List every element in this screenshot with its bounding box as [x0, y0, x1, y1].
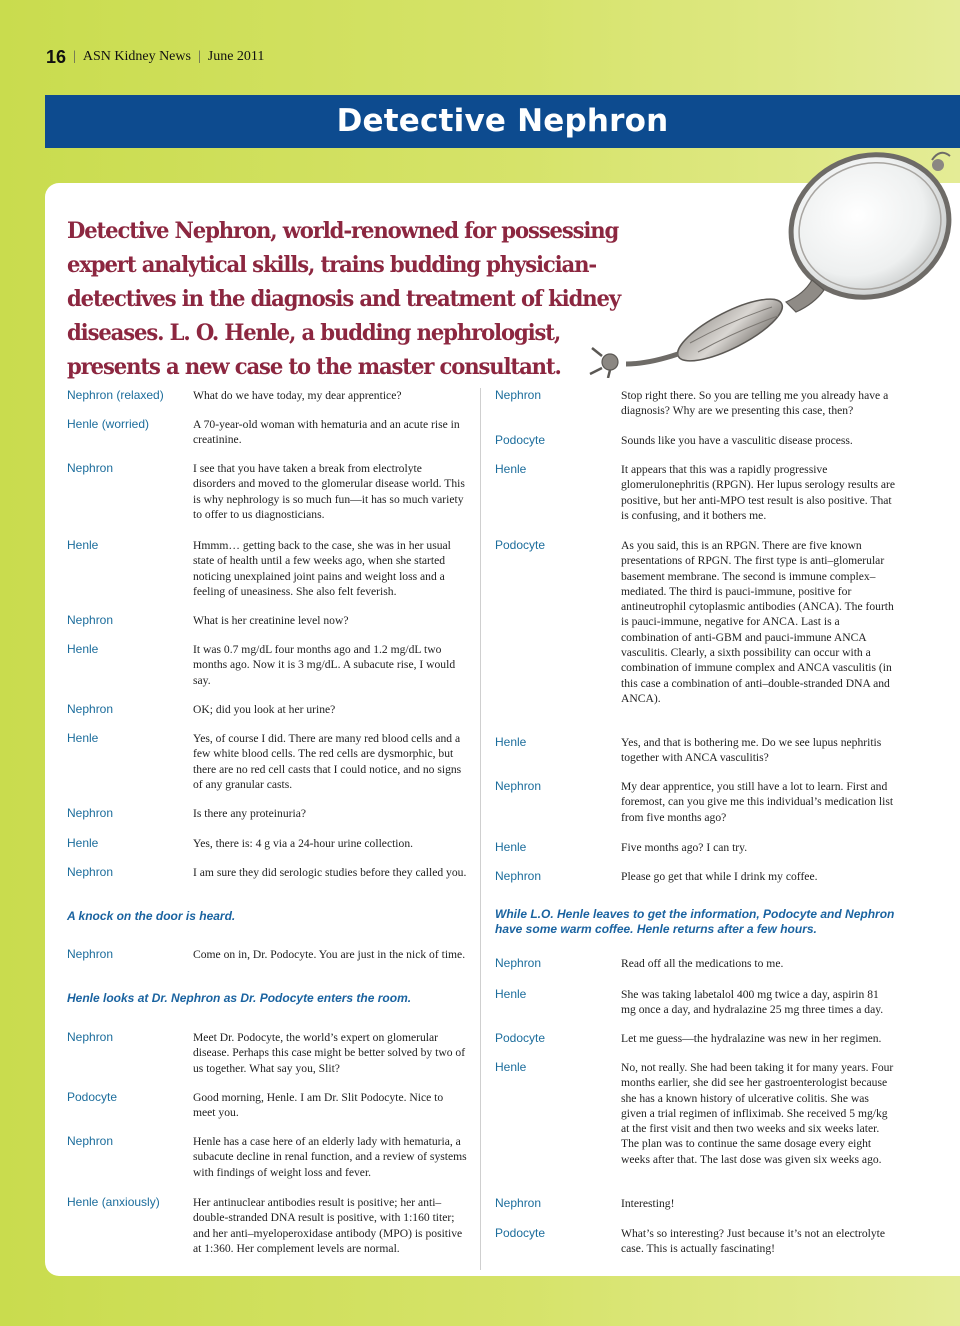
dialogue-text: OK; did you look at her urine?: [193, 703, 336, 716]
speaker-name: Podocyte: [495, 1226, 546, 1240]
speaker-name: Podocyte: [67, 1090, 118, 1104]
dialogue-text: Let me guess—the hydralazine was new in her regimen.: [621, 1032, 882, 1045]
dialogue-text: As you said, this is an RPGN. There are five known presentations of RPGN. The first type is anti–glomerular basement membrane. The second is immune complex–mediated. The third is pauci-immune, positive for antineutrophil cytoplasmic antibodies (ANCA). The fourth is pauci-immune, negative for ANCA. Last is a combination of anti-GBM and pauci-immune ANCA vasculitis. Clearly, a sixth possibility can occur with a combination of immune complex and ANCA vasculitis (in this case a combination of anti–double-stranded DNA and ANCA).: [621, 539, 894, 705]
speaker-name: Henle: [67, 538, 99, 552]
speaker-name: Henle: [67, 836, 99, 850]
speaker-name: Nephron: [67, 1134, 114, 1148]
page-header: [46, 46, 264, 68]
intro-paragraph: Detective Nephron, world-renowned for possessing expert analytical skills, trains budding physician-detectives in the diagnosis and treatment of kidney diseases. L. O. Henle, a budding nephrologist, presents a new case to the master consultant.: [67, 218, 620, 380]
speaker-name: Henle: [67, 642, 99, 656]
dialogue-text: Five months ago? I can try.: [621, 841, 748, 854]
dialogue-text: Stop right there. So you are telling me you already have a diagnosis? Why are we presenting this case, then?: [621, 389, 889, 418]
dialogue-text: Hmmm… getting back to the case, she was in her usual state of health until a few weeks ago, when she started noticing unexplained joint pains and weight loss and a feeling of uneasiness. She also felt feverish.: [193, 539, 451, 598]
header-separator: |: [73, 49, 76, 64]
magnifying-glass-illustration: [580, 138, 960, 378]
column-divider: [480, 388, 481, 1270]
dialogue-text: It appears that this was a rapidly progressive glomerulonephritis (RPGN). Her lupus serology results are positive, but her anti-MPO test result is also positive. That is confusing, and it bothers me.: [621, 463, 896, 522]
speaker-name: Nephron: [495, 1196, 542, 1210]
speaker-name: Henle: [495, 1060, 527, 1074]
speaker-name: Nephron: [67, 806, 114, 820]
speaker-name: Henle (worried): [67, 417, 150, 431]
dialogue-text: Please go get that while I drink my coffee.: [621, 870, 818, 883]
speaker-name: Nephron: [67, 613, 114, 627]
dialogue-text: A 70-year-old woman with hematuria and an acute rise in creatinine.: [193, 418, 460, 447]
speaker-name: Henle: [495, 462, 527, 476]
stage-direction: Henle looks at Dr. Nephron as Dr. Podocyte enters the room.: [67, 991, 412, 1005]
dialogue-text: What’s so interesting? Just because it’s not an electrolyte case. This is actually fascinating!: [621, 1227, 886, 1256]
speaker-name: Nephron: [495, 956, 542, 970]
speaker-name: Henle: [495, 735, 527, 749]
publication-name: ASN Kidney News: [82, 49, 191, 64]
page-number: 16: [46, 46, 67, 67]
issue-date: June 2011: [207, 49, 265, 64]
dialogue-text: I am sure they did serologic studies before they called you.: [193, 866, 467, 879]
speaker-name: Nephron (relaxed): [67, 388, 164, 402]
speaker-name: Nephron: [67, 947, 114, 961]
speaker-name: Podocyte: [495, 1031, 546, 1045]
section-banner: Detective Nephron: [45, 95, 960, 148]
speaker-name: Podocyte: [495, 538, 546, 552]
dialogue-text: No, not really. She had been taking it for many years. Four months earlier, she did see her gastroenterologist because she has a known history of ulcerative colitis. She was given a trial regimen of infliximab. She received 5 mg/kg at the first visit and then two weeks and six weeks later. The plan was to continue the same dosage every eight weeks after that. The last dose was given six weeks ago.: [621, 1061, 894, 1166]
dialogue-text: Henle has a case here of an elderly lady with hematuria, a subacute decline in renal function, and a review of systems with findings of weight loss and fever.: [193, 1135, 467, 1179]
stage-direction: While L.O. Henle leaves to get the information, Podocyte and Nephron have some warm coffee. Henle returns after a few hours.: [495, 907, 895, 937]
header-separator: |: [197, 49, 201, 64]
speaker-name: Nephron: [495, 869, 542, 883]
speaker-name: Henle: [495, 987, 527, 1001]
dialogue-text: Good morning, Henle. I am Dr. Slit Podocyte. Nice to meet you.: [193, 1091, 444, 1120]
speaker-name: Nephron: [495, 388, 542, 402]
dialogue-text: Is there any proteinuria?: [193, 807, 306, 820]
dialogue-text: What is her creatinine level now?: [193, 614, 349, 627]
speaker-name: Nephron: [67, 461, 114, 475]
dialogue-text: It was 0.7 mg/dL four months ago and 1.2 mg/dL two months ago. Now it is 3 mg/dL. A subacute rise, I would say.: [193, 643, 456, 687]
dialogue-text: What do we have today, my dear apprentice?: [193, 389, 402, 402]
speaker-name: Nephron: [495, 779, 542, 793]
speaker-name: Nephron: [67, 1030, 114, 1044]
dialogue-text: Meet Dr. Podocyte, the world’s expert on glomerular disease. Perhaps this case might be better solved by two of us together. What say you, Slit?: [193, 1031, 466, 1075]
dialogue-text: Her antinuclear antibodies result is positive; her anti–double-stranded DNA result is positive, with 1:160 titer; and her anti–myeloperoxidase antibody (MPO) is positive at 1:360. Her complement levels are normal.: [193, 1196, 463, 1255]
stage-direction: A knock on the door is heard.: [67, 909, 236, 923]
speaker-name: Nephron: [67, 702, 114, 716]
dialogue-text: I see that you have taken a break from electrolyte disorders and moved to the glomerular disease world. This is why nephrology is so much fun—it has so much variety to offer to us diagnosticians.: [193, 462, 465, 521]
speaker-name: Henle: [67, 731, 99, 745]
speaker-name: Henle (anxiously): [67, 1195, 160, 1209]
dialogue-text: She was taking labetalol 400 mg twice a day, aspirin 81 mg once a day, and hydralazine 25 mg three times a day.: [621, 988, 884, 1017]
speaker-name: Henle: [495, 840, 527, 854]
dialogue-text: Yes, and that is bothering me. Do we see lupus nephritis together with ANCA vasculitis?: [621, 736, 882, 765]
dialogue-text: Come on in, Dr. Podocyte. You are just in the nick of time.: [193, 948, 466, 961]
dialogue-text: Yes, there is: 4 g via a 24-hour urine collection.: [193, 837, 414, 850]
speaker-name: Nephron: [67, 865, 114, 879]
speaker-name: Podocyte: [495, 433, 546, 447]
dialogue-text: My dear apprentice, you still have a lot to learn. First and foremost, can you give me this individual’s medication list from five months ago?: [621, 780, 894, 824]
dialogue-text: Read off all the medications to me.: [621, 957, 784, 970]
dialogue-text: Sounds like you have a vasculitic disease process.: [621, 434, 853, 447]
dialogue-text: Interesting!: [621, 1197, 675, 1210]
dialogue-text: Yes, of course I did. There are many red blood cells and a few white blood cells. The red cells are dysmorphic, but there are no red cell casts that I could notice, and no signs of any granular casts.: [193, 732, 462, 791]
